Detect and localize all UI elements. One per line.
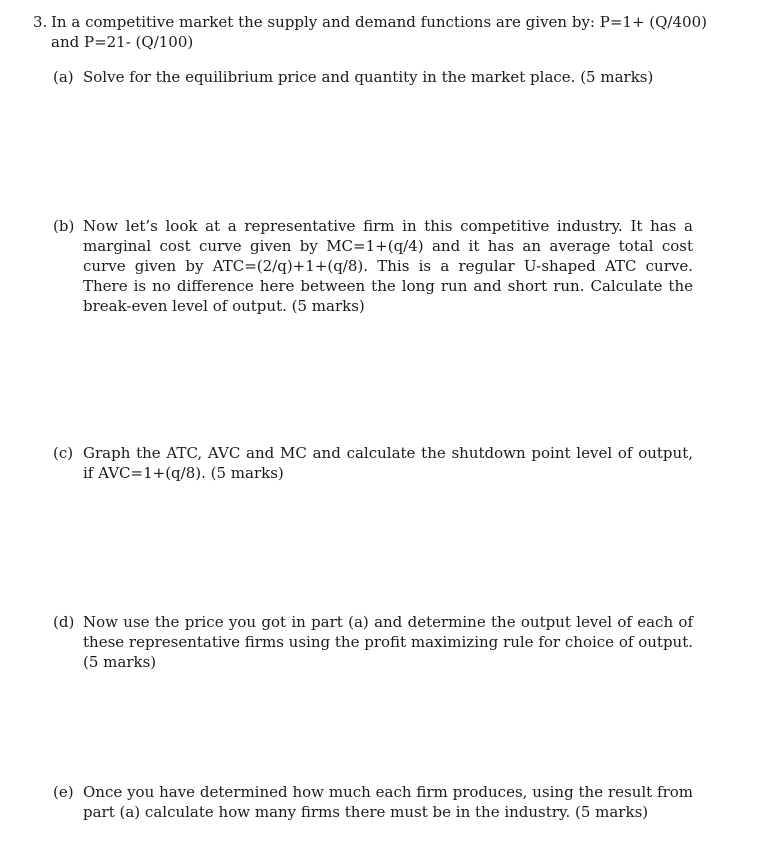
part-text: Now use the price you got in part (a) and determine the output level of each of these representative firms using the profit maximizing rule for choice of output. (5 marks) [83, 613, 693, 671]
part-label: (a) [53, 68, 74, 86]
question-header [33, 12, 723, 52]
part-text: Graph the ATC, AVC and MC and calculate the shutdown point level of output, if AVC=1+(q/8). (5 marks) [83, 444, 693, 482]
question-text: In a competitive market the supply and demand functions are given by: P=1+ (Q/400) and P=21- (Q/100) [51, 13, 707, 51]
part-label: (d) [53, 613, 75, 631]
part-label: (b) [53, 217, 75, 235]
part-e [53, 782, 693, 822]
part-c [53, 443, 693, 483]
part-b [53, 216, 693, 316]
question-number: 3. [33, 13, 48, 31]
part-text: Solve for the equilibrium price and quantity in the market place. (5 marks) [83, 68, 654, 86]
part-label: (c) [53, 444, 74, 462]
part-label: (e) [53, 783, 74, 801]
part-text: Now let’s look at a representative firm in this competitive industry. It has a marginal cost curve given by MC=1+(q/4) and it has an average total cost curve given by ATC=(2/q)+1+(q/8). This is a regular U-shaped ATC curve. There is no difference here between the long run and short run. Calculate the break-even level of output. (5 marks) [83, 217, 693, 315]
part-a [53, 67, 693, 87]
part-text: Once you have determined how much each firm produces, using the result from part (a) calculate how many firms there must be in the industry. (5 marks) [83, 783, 693, 821]
part-d [53, 612, 693, 672]
question-3 [33, 12, 723, 52]
